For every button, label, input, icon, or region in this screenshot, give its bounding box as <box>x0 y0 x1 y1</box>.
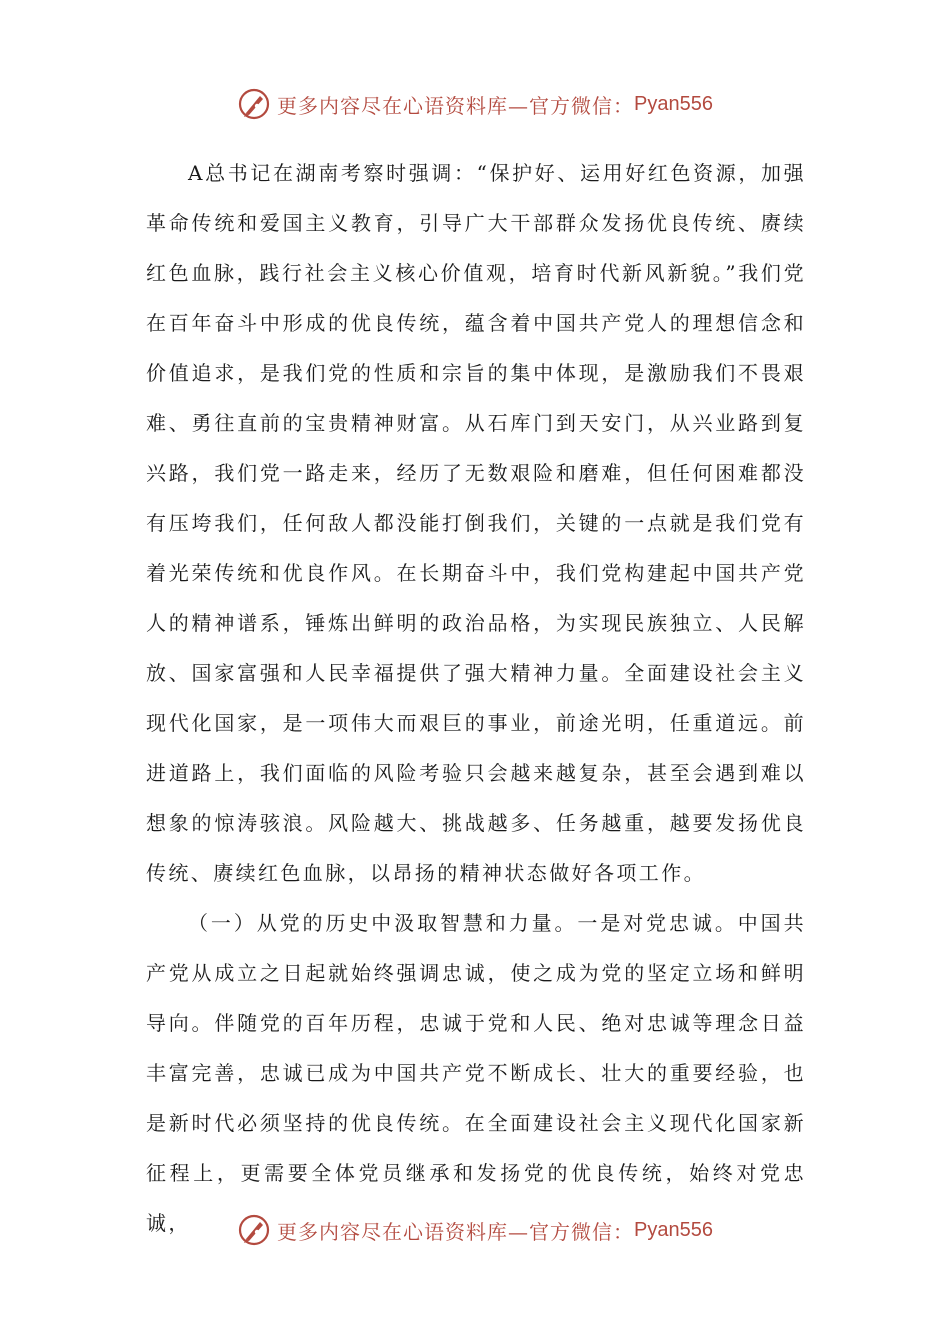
watermark-text: 更多内容尽在心语资料库—官方微信： <box>277 1219 635 1244</box>
document-body <box>146 148 806 1248</box>
pen-logo-icon <box>237 87 271 121</box>
watermark-text: 更多内容尽在心语资料库—官方微信： <box>277 93 635 118</box>
watermark-wechat-id: Pyan556 <box>634 92 713 115</box>
watermark-wechat-id: Pyan556 <box>634 1218 713 1241</box>
paragraph-2: （一）从党的历史中汲取智慧和力量。一是对党忠诚。中国共产党从成立之日起就始终强调忠诚，使之成为党的坚定立场和鲜明导向。伴随党的百年历程，忠诚于党和人民、绝对忠诚等理念日益丰富完善，忠诚已成为中国共产党不断成长、壮大的重要经验，也是新时代必须坚持的优良传统。在全面建设社会主义现代化国家新征程上，更需要全体党员继承和发扬党的优良传统，始终对党忠诚， <box>146 911 806 1235</box>
header-watermark <box>0 84 950 124</box>
paragraph-1: A总书记在湖南考察时强调：“保护好、运用好红色资源，加强革命传统和爱国主义教育，引导广大干部群众发扬优良传统、赓续红色血脉，践行社会主义核心价值观，培育时代新风新貌。”我们党在百年奋斗中形成的优良传统，蕴含着中国共产党人的理想信念和价值追求，是我们党的性质和宗旨的集中体现，是激励我们不畏艰难、勇往直前的宝贵精神财富。从石库门到天安门，从兴业路到复兴路，我们党一路走来，经历了无数艰险和磨难，但任何困难都没有压垮我们，任何敌人都没能打倒我们，关键的一点就是我们党有着光荣传统和优良作风。在长期奋斗中，我们党构建起中国共产党人的精神谱系，锤炼出鲜明的政治品格，为实现民族独立、人民解放、国家富强和人民幸福提供了强大精神力量。全面建设社会主义现代化国家，是一项伟大而艰巨的事业，前途光明，任重道远。前进道路上，我们面临的风险考验只会越来越复杂，甚至会遇到难以想象的惊涛骇浪。风险越大、挑战越多、任务越重，越要发扬优良传统、赓续红色血脉，以昂扬的精神状态做好各项工作。 <box>146 161 806 885</box>
pen-logo-icon <box>237 1213 271 1247</box>
footer-watermark <box>0 1210 950 1250</box>
